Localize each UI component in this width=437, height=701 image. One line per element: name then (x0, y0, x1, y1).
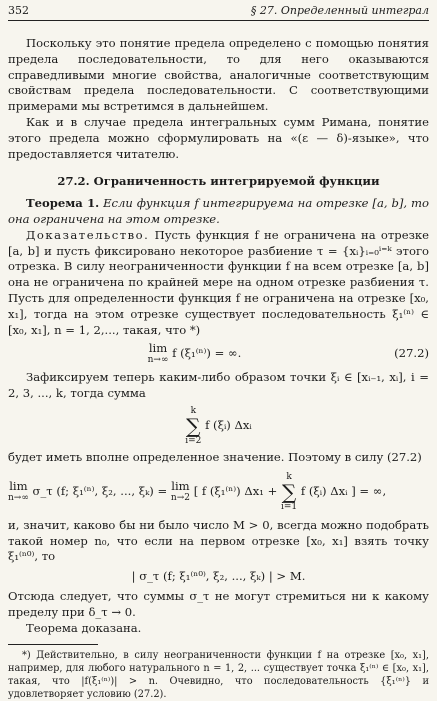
page-body (8, 36, 429, 701)
page-header (8, 4, 429, 20)
proof-text: Пусть функция f не ограничена на отрезке [a, b] и пусть фиксировано некоторое разбиение τ = {xᵢ}ᵢ₌₀ⁱ⁼ᵏ этого отрезка. В силу неограниченности функции f на всем отрезке [a, b] она не ограничена по крайней мере на одном отрезке разбиения τ. Пусть для определенности функция f не ограничена на отрезке [x₀, x₁], тогда на этом отрезке существует последовательность ξ₁⁽ⁿ⁾ ∈ [x₀, x₁], n = 1, 2,..., такая, что *) (8, 227, 430, 337)
paragraph-5: и, значит, каково бы ни было число M > 0, всегда можно подобрать такой номер n₀, что если на первом отрезке [x₀, x₁] взять точку ξ₁⁽ⁿ⁰⁾, то (8, 517, 429, 564)
sum-expression (8, 406, 429, 446)
footnote: *) Действительно, в силу неограниченности функции f на отрезке [x₀, x₁], например, для любого натурального n = 1, 2, ... существует точка ξ₁⁽ⁿ⁾ ∈ [x₀, x₁], такая, что |f(ξ₁⁽ⁿ⁾)| > n. Очевидно, что последовательность {ξ₁⁽ⁿ⁾} и удовлетворяет условию (27.2). (8, 650, 429, 701)
proof (8, 228, 429, 339)
equation-27-2-expr: f (ξ₁⁽ⁿ⁾) = ∞. (172, 346, 242, 361)
sum-expr: f (ξᵢ) Δxᵢ (205, 417, 252, 432)
theorem (8, 196, 429, 228)
paragraph-1: Поскольку это понятие предела определено с помощью понятия предела последовательности, то для него оказываются справедливыми многие свойства, аналогичные соответствующим свойствам предела последовательности. С соответствующими примерами мы встретимся в дальнейшем. (8, 36, 429, 114)
proof-label: Доказательство. (26, 227, 150, 242)
paragraph-2: Как и в случае предела интегральных сумм Римана, понятие этого предела можно сформулировать на «(ε — δ)-языке», что предоставляется читателю. (8, 114, 429, 161)
sum-operator: k ∑ i=2 (185, 405, 202, 446)
footnote-rule (8, 644, 98, 645)
equation-tag: (27.2) (394, 346, 429, 361)
limit-operator: lim n→∞ (147, 341, 169, 366)
page-number: 352 (8, 4, 29, 17)
equation-27-2 (8, 342, 429, 366)
theorem-label: Теорема 1. (26, 196, 100, 211)
paragraph-7: Теорема доказана. (26, 620, 142, 635)
running-title: § 27. Определенный интеграл (250, 4, 429, 17)
paragraph-6: Отсюда следует, что суммы σ_τ не могут стремиться ни к какому пределу при δ_τ → 0. (8, 588, 429, 619)
header-rule (8, 20, 429, 21)
paragraph-3: Зафиксируем теперь каким-либо образом точки ξᵢ ∈ [xᵢ₋₁, xᵢ], i = 2, 3, ..., k, тогда сумма (8, 370, 429, 401)
limit-of-sums-equation: lim n→∞ σ_τ (f; ξ₁⁽ⁿ⁾, ξ₂, ..., ξₖ) = lim n→2 [ f (ξ₁⁽ⁿ⁾) Δx₁ + k ∑ i=1 f (ξᵢ) Δxᵢ ] = ∞, (8, 471, 387, 512)
section-title: 27.2. Ограниченность интегрируемой функции (57, 174, 380, 189)
inequality: | σ_τ (f; ξ₁⁽ⁿ⁰⁾, ξ₂, ..., ξₖ) | > M. (131, 569, 306, 584)
paragraph-4: будет иметь вполне определенное значение. Поэтому в силу (27.2) (8, 449, 422, 464)
theorem-text: Если функция f интегрируема на отрезке [a, b], то она ограничена на этом отрезке. (8, 196, 429, 226)
